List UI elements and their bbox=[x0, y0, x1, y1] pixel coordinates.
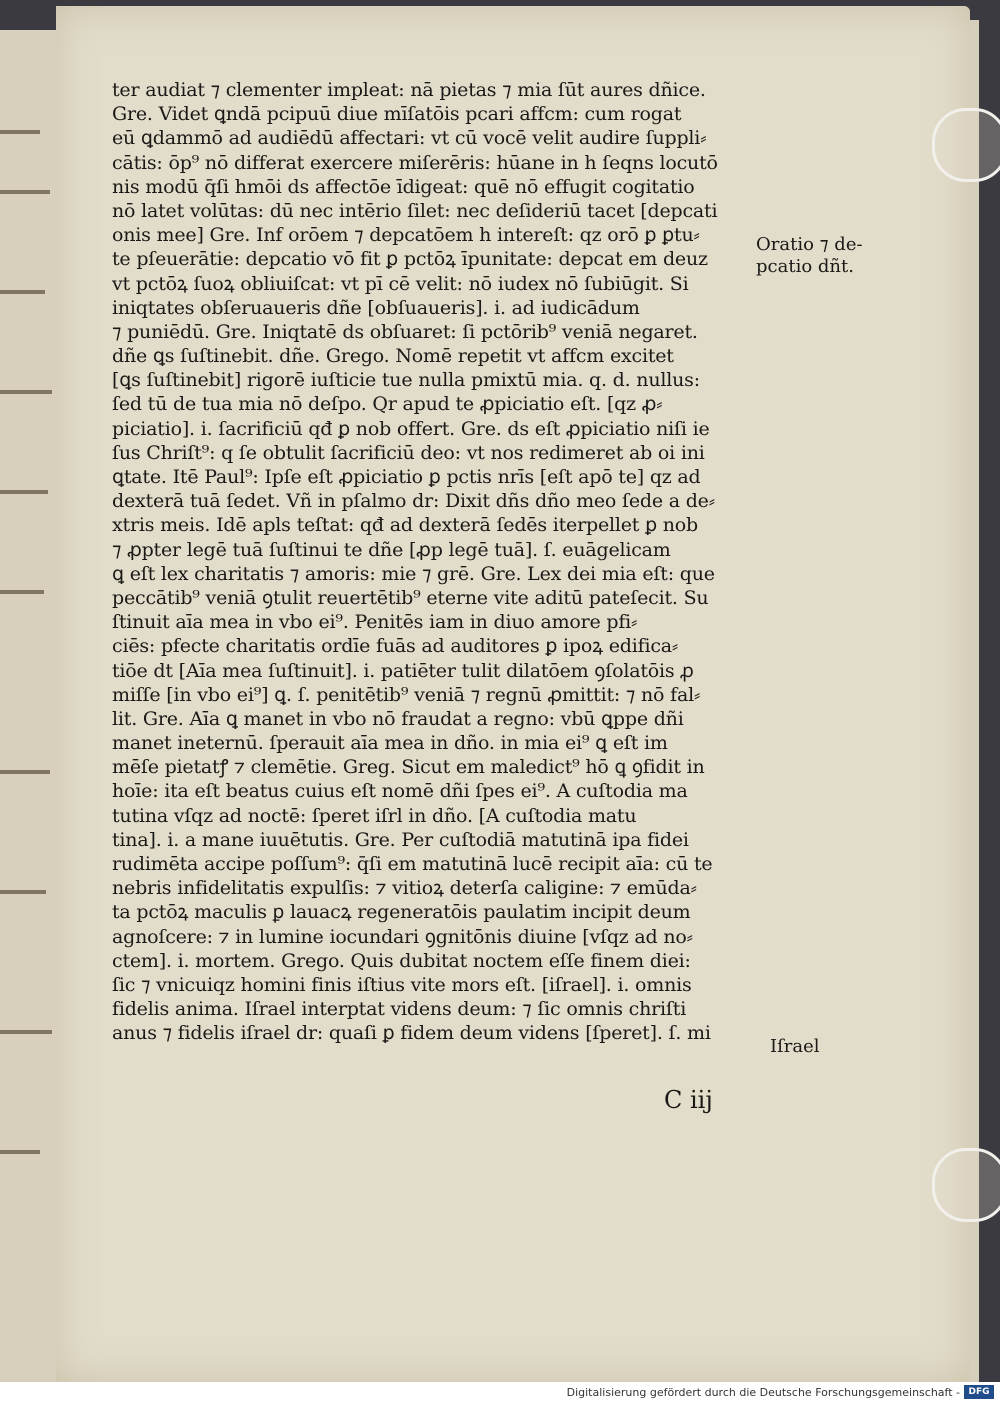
text-line: miſſe [in vbo ei⁹] ꝗ. ſ. penitētib⁹ veniā ⁊ regnū ꝓmittit: ⁊ nō fal⸗ bbox=[112, 683, 701, 706]
text-line: ſed tū de tua mia nō deſpo. Qr apud te ꝓpiciatio eſt. [qz ꝓ⸗ bbox=[112, 393, 663, 416]
text-line: [ꝗs ſuſtinebit] rigorē iuſticie tue nulla pmixtū mia. q. d. nullus: bbox=[112, 369, 700, 392]
text-line: onis mee] Gre. Inf orōem ⁊ depcatōem h intereſt: qz orō ꝑ ꝑtu⸗ bbox=[112, 224, 700, 247]
text-line: manet ineternū. ſperauit aīa mea in dño. in mia ei⁹ ꝗ eſt im bbox=[112, 732, 668, 755]
footer-credit: Digitalisierung gefördert durch die Deutsche Forschungsgemeinschaft - bbox=[566, 1386, 960, 1399]
text-line: lit. Gre. Aīa ꝗ manet in vbo nō fraudat a regno: vbū ꝗppe dñi bbox=[112, 707, 684, 730]
margin-note-line: pcatio dñt. bbox=[756, 256, 854, 277]
text-line: nis modū q̄ſi hmōi ds affectōe īdigeat: quē nō effugit cogitatio bbox=[112, 175, 695, 198]
text-line: ciēs: pfecte charitatis ordīe fuās ad auditores ꝑ ipoꝝ edifica⸗ bbox=[112, 635, 679, 658]
text-line: ⁊ ꝓpter legē tuā ſuſtinui te dñe [ꝓp legē tuā]. ſ. euāgelicam bbox=[112, 538, 671, 561]
text-line: ſus Chriſt⁹: q ſe obtulit ſacrificiū deo: vt nos redimeret ab oi ini bbox=[112, 441, 705, 464]
text-line: agnoſcere: ⁊ in lumine iocundari ꝯgnitōnis diuine [vſqz ad no⸗ bbox=[112, 925, 693, 948]
signature-mark: C iij bbox=[664, 1086, 713, 1114]
text-line: tutina vſqz ad noctē: ſperet iſrl in dño. [A cuſtodia matu bbox=[112, 804, 637, 827]
text-line: ſtinuit aīa mea in vbo ei⁹. Penitēs iam in diuo amore pfi⸗ bbox=[112, 611, 638, 634]
margin-note-israel: Iſrael bbox=[770, 1036, 820, 1057]
text-line: ꝗtate. Itē Paul⁹: Ipſe eſt ꝓpiciatio ꝑ pctis nrīs [eſt apō te] qz ad bbox=[112, 466, 701, 488]
page-clip-top bbox=[932, 108, 1000, 182]
dfg-logo: DFG bbox=[964, 1385, 994, 1399]
text-line: piciatio]. i. ſacrificiū qđ ꝑ nob offert. Gre. ds eſt ꝓpiciatio niſi ie bbox=[112, 417, 710, 440]
facing-page-edge bbox=[0, 30, 63, 1382]
text-line: eū ꝗdammō ad audiēdū affectari: vt cū vocē velit audire ſuppli⸗ bbox=[112, 127, 707, 150]
text-line: rudimēta accipe poſſum⁹: q̄ſi em matutinā lucē recipit aīa: cū te bbox=[112, 853, 713, 875]
text-line: ⁊ puniēdū. Gre. Iniqtatē ds obſuaret: ſi pctōrib⁹ veniā negaret. bbox=[112, 320, 698, 343]
text-line: mēſe pietatꝭ ⁊ clemētie. Greg. Sicut em maledict⁹ hō ꝗ ꝯfidit in bbox=[112, 756, 705, 779]
text-line: xtris meis. Idē apls teſtat: qđ ad dexterā ſedēs iterpellet ꝑ nob bbox=[112, 514, 699, 537]
text-line: ſic ⁊ vnicuiqz homini finis iſtius vite mors eſt. [iſrael]. i. omnis bbox=[112, 973, 692, 996]
text-line: tina]. i. a mane iuuētutis. Gre. Per cuſtodiā matutinā ipa fidei bbox=[112, 828, 689, 851]
text-line: tiōe dt [Aīa mea ſuſtinuit]. i. patiēter tulit dilatōem ꝯſolatōis ꝓ bbox=[112, 659, 694, 682]
margin-note-oratio bbox=[756, 234, 863, 278]
text-line: iniqtates obſeruaueris dñe [obſuaueris]. i. ad iudicādum bbox=[112, 296, 640, 319]
text-line: ctem]. i. mortem. Grego. Quis dubitat noctem eſſe finem diei: bbox=[112, 949, 691, 972]
text-line: fidelis anima. Iſrael interptat videns deum: ⁊ ſic omnis chriſti bbox=[112, 998, 687, 1021]
text-line: ꝗ eſt lex charitatis ⁊ amoris: mie ⁊ grē. Gre. Lex dei mia eſt: que bbox=[112, 562, 715, 585]
text-line: ta pctōꝝ maculis ꝑ lauacꝝ regeneratōis paulatim incipit deum bbox=[112, 901, 691, 924]
text-line: peccātib⁹ veniā ꝯtulit reuertētib⁹ eterne vite aditū pateſecit. Su bbox=[112, 586, 709, 609]
text-line: anus ⁊ fidelis iſrael dr: quaſi ꝑ fidem deum videns [ſperet]. ſ. mi bbox=[112, 1022, 711, 1045]
page-clip-bottom bbox=[932, 1148, 1000, 1222]
text-line: ter audiat ⁊ clementer impleat: nā pietas ⁊ mia ſūt aures dñice. bbox=[112, 79, 706, 101]
text-line: Gre. Videt ꝗndā pcipuū diue mīſatōis pcari affcm: cum rogat bbox=[112, 103, 682, 126]
text-line: nō latet volūtas: dū nec intērio ſilet: nec deſideriū tacet [depcati bbox=[112, 199, 718, 222]
text-line: te pſeuerātie: depcatio vō fit ꝑ pctōꝝ īpunitate: depcat em deuz bbox=[112, 248, 708, 271]
text-line: nebris infidelitatis expulſis: ⁊ vitioꝝ deterſa caligine: ⁊ emūda⸗ bbox=[112, 877, 697, 900]
text-line: cātis: ōp⁹ nō differat exercere miſerēris: hūane in h ſeqns locutō bbox=[112, 151, 718, 174]
text-line: dexterā tuā ſedet. Vñ in pſalmo dr: Dixit dñs dño meo ſede a de⸗ bbox=[112, 490, 715, 513]
footer-bar bbox=[0, 1382, 1000, 1402]
main-text-column bbox=[112, 78, 772, 1046]
text-line: dñe ꝗs ſuſtinebit. dñe. Grego. Nomē repetit vt affcm excitet bbox=[112, 345, 674, 368]
margin-note-line: Oratio ⁊ de- bbox=[756, 234, 863, 255]
text-line: vt pctōꝝ ſuoꝝ obliuiſcat: vt pī cē velit: nō iudex nō ſubiūgit. Si bbox=[112, 272, 689, 295]
text-line: hoīe: ita eſt beatus cuius eſt nomē dñi ſpes ei⁹. A cuſtodia ma bbox=[112, 780, 688, 803]
